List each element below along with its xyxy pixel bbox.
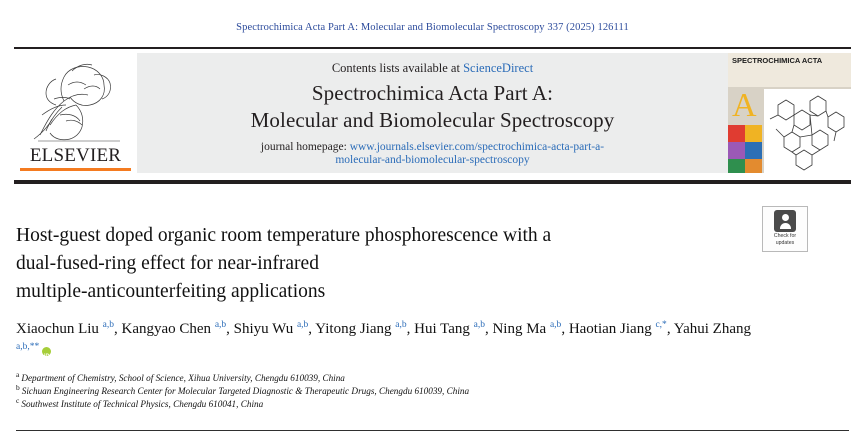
author-affiliation-mark: c,* — [655, 320, 667, 330]
contents-line — [137, 61, 728, 76]
cover-swatch-green — [728, 159, 745, 173]
orcid-icon[interactable] — [42, 347, 51, 356]
journal-title-line1: Spectrochimica Acta Part A: — [311, 81, 554, 105]
cover-swatch-purple — [728, 142, 745, 159]
affiliation-list — [16, 369, 736, 411]
cover-swatch-red — [728, 125, 745, 142]
homepage-url-line1[interactable]: www.journals.elsevier.com/spectrochimica-acta-part-a- — [349, 141, 605, 153]
author-name: Haotian Jiang — [568, 321, 656, 337]
homepage-label: journal homepage: — [260, 141, 350, 153]
elsevier-logo — [14, 53, 137, 173]
homepage-url-line2[interactable]: molecular-and-biomolecular-spectroscopy — [335, 154, 530, 166]
author-affiliation-mark: a,b — [549, 320, 562, 330]
crossmark-line2: updates — [775, 240, 795, 246]
author-affiliation-mark: a,b — [473, 320, 485, 330]
author-name: Shiyu Wu — [233, 321, 297, 337]
cover-molecule-art — [764, 89, 851, 173]
crossmark-badge[interactable] — [762, 206, 808, 252]
cover-title: SPECTROCHIMICA ACTA — [732, 56, 823, 65]
cover-molecule-icon — [764, 89, 851, 173]
title-line-1: Host-guest doped organic room temperature phosphorescence with a — [16, 225, 552, 246]
crossmark-icon — [774, 210, 796, 232]
affiliation-item — [16, 395, 736, 411]
affiliation-text: Southwest Institute of Technical Physics, Chengdu 610041, China — [21, 399, 264, 409]
journal-cover-thumbnail — [728, 53, 851, 173]
affiliation-mark: a — [16, 369, 20, 379]
cover-letter-a: A — [732, 87, 757, 124]
affiliation-text: Sichuan Engineering Research Center for Molecular Targeted Diagnostic & Therapeutic Drugs, Chengdu 610039, China — [21, 386, 470, 396]
author-name: Hui Tang — [414, 321, 474, 337]
author-name: Yitong Jiang — [315, 321, 396, 337]
author-name: Kangyao Chen — [121, 321, 215, 337]
author-list: Xiaochun Liu $^{a,b}$, Kangyao Chen $^{a,b}$, Shiyu Wu $^{a,b}$, Yitong Jiang $^{a,b}$, Hui Tang $^{a,b}$, Ning Ma $^{a,b}$, Haotian Jiang $^{c,*}$, Yahui Zhang $^{a,b,**}$iD — [16, 318, 776, 362]
author-affiliation-mark: a,b — [395, 320, 407, 330]
elsevier-tree-icon — [20, 55, 130, 143]
header-rule-top — [14, 47, 851, 49]
author-affiliation-mark: a,b — [214, 320, 227, 330]
author-name: Xiaochun Liu — [16, 321, 103, 337]
running-head: Spectrochimica Acta Part A: Molecular and Biomolecular Spectroscopy 337 (2025) 126111 — [236, 22, 629, 33]
author-affiliation-mark: a,b,** — [16, 342, 40, 352]
crossmark-line1: Check for — [773, 233, 797, 239]
author-affiliation-mark: a,b — [296, 320, 309, 330]
contents-prefix: Contents lists available at — [331, 61, 464, 75]
author-name: Yahui Zhang — [673, 321, 751, 337]
author-affiliation-mark: a,b — [102, 320, 114, 330]
sciencedirect-link[interactable]: ScienceDirect — [463, 61, 534, 75]
page-title — [16, 222, 716, 306]
journal-band — [137, 53, 728, 173]
title-line-3: multiple-anticounterfeiting applications — [16, 281, 326, 302]
elsevier-orange-bar — [20, 168, 131, 171]
journal-title-line2: Molecular and Biomolecular Spectroscopy — [250, 108, 615, 132]
cover-swatch-orange — [745, 159, 762, 173]
affiliation-text: Department of Chemistry, School of Science, Xihua University, Chengdu 610039, China — [21, 373, 345, 383]
cover-swatch-yellow — [745, 125, 762, 142]
affiliation-item — [16, 369, 736, 385]
title-line-2: dual-fused-ring effect for near-infrared — [16, 253, 319, 274]
affiliation-mark: b — [16, 382, 20, 392]
cover-swatch-blue — [745, 142, 762, 159]
elsevier-wordmark: ELSEVIER — [29, 145, 122, 166]
affiliation-mark: c — [16, 395, 20, 405]
header-rule-thick — [14, 180, 851, 184]
footer-rule — [16, 430, 849, 431]
journal-masthead — [14, 53, 851, 173]
journal-homepage — [137, 141, 728, 166]
author-name: Ning Ma — [492, 321, 550, 337]
affiliation-item — [16, 382, 736, 398]
